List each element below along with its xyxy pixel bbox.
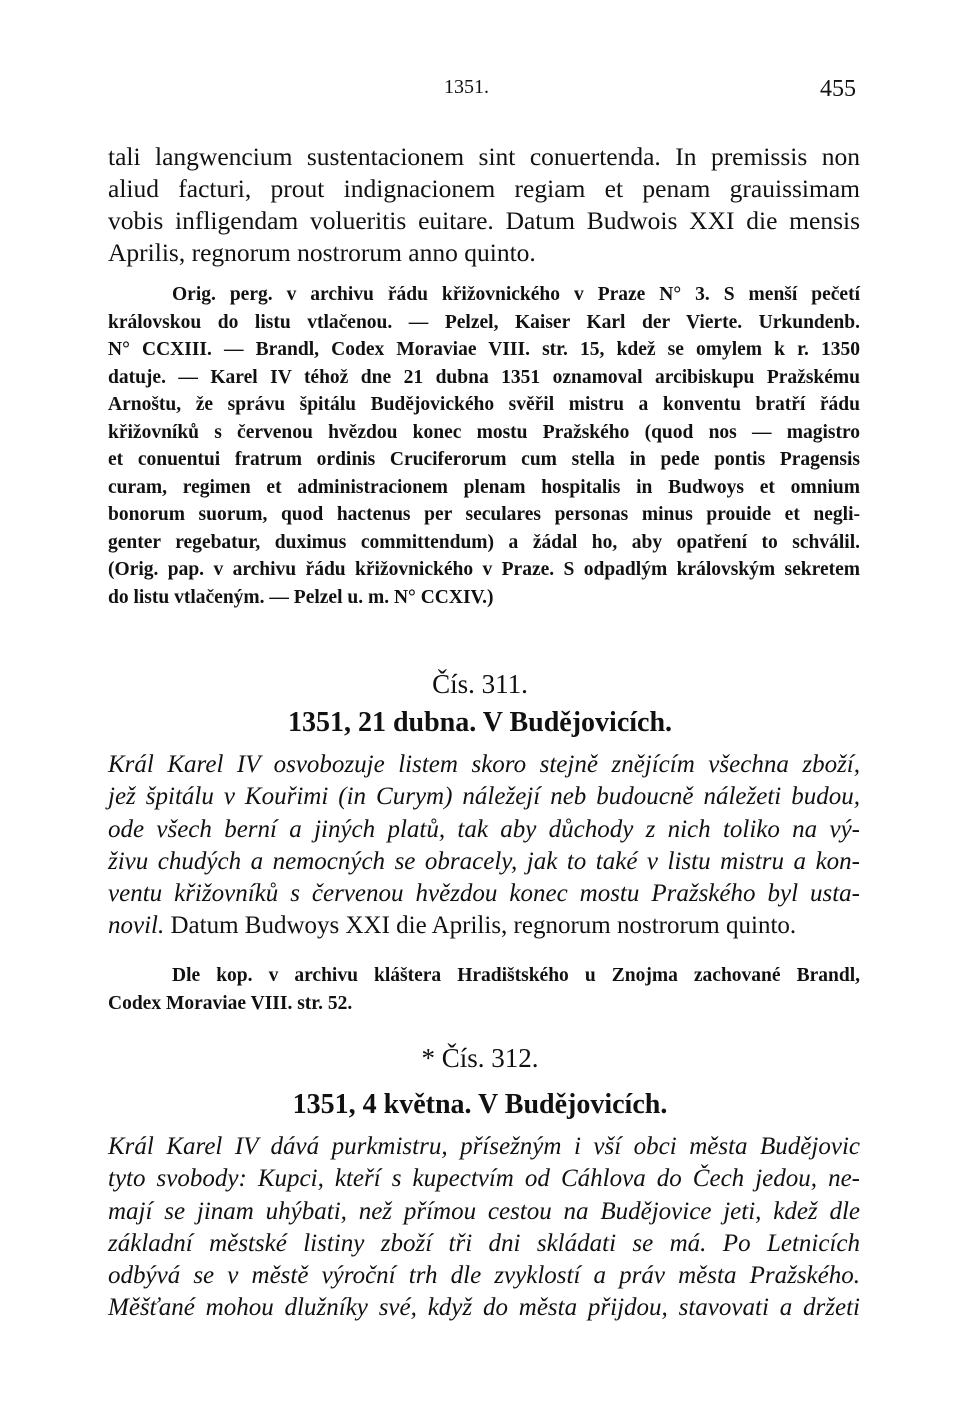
regest-last-line xyxy=(108,910,860,942)
regest-line: živu chudých a nemocných se obracely, jak to také v listu mistru a kon- xyxy=(108,847,860,875)
page-number: 455 xyxy=(820,76,856,102)
regest-line: ventu křižovníků s červenou hvězdou konec mostu Pražského byl usta- xyxy=(108,880,860,908)
regest-dating-clause: Datum Budwoys XXI die Aprilis, regnorum nostrorum quinto. xyxy=(164,912,797,940)
running-header-year: 1351. xyxy=(444,76,489,98)
note-line: et conuentui fratrum ordinis Cruciferorum cum stella in pede pontis Pragensis xyxy=(108,449,860,470)
regest-line: Měšťané mohou dlužníky své, když do města přijdou, stavovati a držeti xyxy=(108,1294,860,1322)
note-line: Arnoštu, že správu špitálu Budějovického svěřil mistru a konventu bratří řádu xyxy=(108,394,860,415)
entry-312-date-place: 1351, 4 května. V Budějovicích. xyxy=(292,1089,668,1120)
text-line: Aprilis, regnorum nostrorum anno quinto. xyxy=(108,238,536,267)
entry-312-regest xyxy=(108,1131,860,1325)
regest-line: Král Karel IV osvobozuje listem skoro stejně znějícím všechna zboží, xyxy=(108,751,860,778)
regest-line: tyto svobody: Kupci, kteří s kupectvím od Cáhlova do Čech jedou, ne- xyxy=(108,1165,860,1193)
regest-line: jež špitálu v Kouřimi (in Curym) náležejí neb budoucně náležeti budou, xyxy=(108,783,860,811)
text-line: tali langwencium sustentacionem sint conuertenda. In premissis non xyxy=(108,142,860,171)
entry-311-date-place: 1351, 21 dubna. V Budějovicích. xyxy=(287,707,673,738)
note-line: Dle kop. v archivu kláštera Hradištského u Znojma zachované Brandl, xyxy=(172,965,860,986)
running-header xyxy=(0,76,960,106)
regest-line: ode všech berní a jiných platů, tak aby důchody z nich toliko na vý- xyxy=(108,815,860,843)
source-note-310 xyxy=(108,281,860,611)
regest-line: mají se jinam uhýbati, než přímou cestou na Budějovice jeti, kdež dle xyxy=(108,1197,860,1225)
entry-312-number: * Čís. 312. xyxy=(421,1043,539,1073)
note-line: datuje. — Karel IV téhož dne 21 dubna 1351 oznamoval arcibiskupu Pražskému xyxy=(108,366,860,388)
charter-text-continuation xyxy=(108,141,860,269)
note-line: curam, regimen et administracionem plenam hospitalis in Budwoys et omnium xyxy=(108,476,860,498)
entry-311-number: Čís. 311. xyxy=(432,669,528,699)
regest-last-italic: novil. xyxy=(108,912,165,940)
note-line: do listu vtlačeným. — Pelzel u. m. N° CCXIV.) xyxy=(108,586,494,608)
text-line: aliud facturi, prout indignacionem regiam et penam grauissimam xyxy=(108,174,860,203)
note-line: Codex Moraviae VIII. str. 52. xyxy=(108,992,353,1014)
note-line: N° CCXIII. — Brandl, Codex Moraviae VIII. str. 15, kdež se omylem k r. 1350 xyxy=(108,339,860,360)
regest-line: Král Karel IV dává purkmistru, přísežným i vší obci města Budějovic xyxy=(108,1133,860,1160)
note-line: Orig. perg. v archivu řádu křižovnického v Praze N° 3. S menší pečetí xyxy=(172,284,860,305)
note-line: bonorum suorum, quod hactenus per seculares personas minus prouide et negli- xyxy=(108,504,860,525)
regest-line: základní městské listiny zboží tři dni skládati se má. Po Letnicích xyxy=(108,1229,860,1257)
note-line: křižovníků s červenou hvězdou konec mostu Pražského (quod nos — magistro xyxy=(108,421,860,443)
regest-line: odbývá se v městě výroční trh dle zvyklostí a práv města Pražského. xyxy=(108,1262,860,1290)
note-line: královskou do listu vtlačenou. — Pelzel, Kaiser Karl der Vierte. Urkundenb. xyxy=(108,311,860,333)
text-line: vobis infligendam volueritis euitare. Datum Budwois XXI die mensis xyxy=(108,206,860,235)
entry-311-regest xyxy=(108,749,860,943)
note-line: genter regebatur, duximus committendum) a žádal ho, aby opatření to schválil. xyxy=(108,531,860,553)
note-line: (Orig. pap. v archivu řádu křižovnického v Praze. S odpadlým královským sekretem xyxy=(108,559,860,580)
entry-311-source-note xyxy=(108,962,860,1017)
